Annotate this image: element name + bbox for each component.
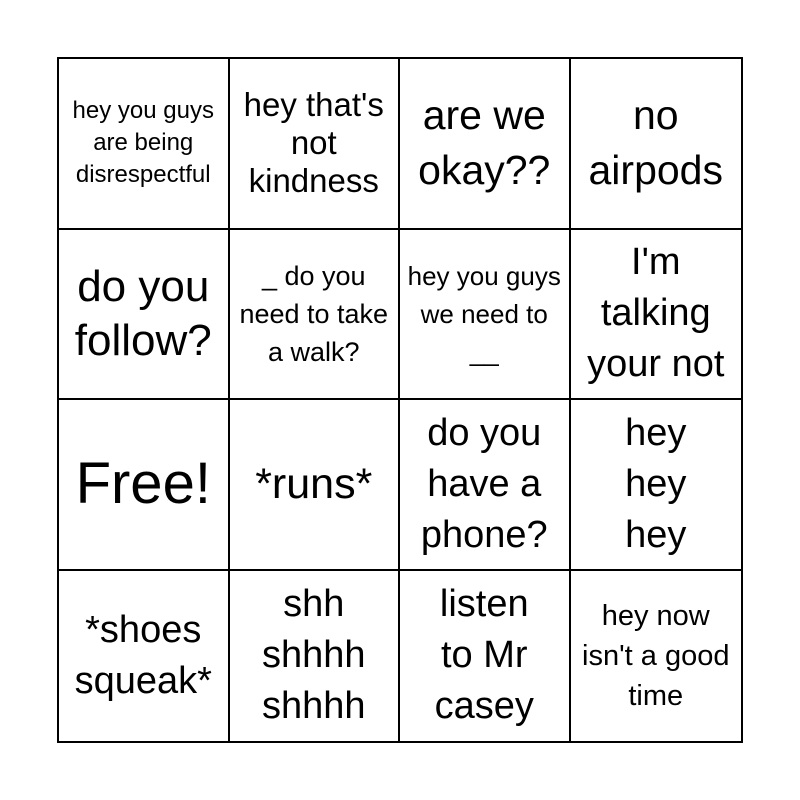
cell-text: listen to Mr casey (434, 583, 534, 728)
cell-text: are we okay?? (418, 92, 551, 194)
cell-text: do you have a phone? (420, 411, 548, 556)
bingo-cell[interactable] (230, 400, 401, 571)
cell-text: do you follow? (74, 261, 212, 365)
bingo-cell[interactable] (571, 571, 742, 742)
bingo-board (57, 57, 743, 743)
bingo-cell[interactable] (59, 230, 230, 401)
cell-text: hey you guys are being disrespectful (72, 97, 214, 189)
cell-text: _ do you need to take a walk? (239, 260, 389, 367)
cell-text: shh shhhh shhhh (261, 583, 366, 728)
bingo-cell[interactable] (400, 59, 571, 230)
bingo-cell[interactable] (230, 230, 401, 401)
bingo-cell[interactable] (571, 400, 742, 571)
bingo-cell[interactable] (571, 230, 742, 401)
cell-text: hey that's not kindness (243, 86, 384, 200)
bingo-cell[interactable] (59, 59, 230, 230)
cell-text: hey hey hey (625, 411, 687, 556)
bingo-cell[interactable] (571, 59, 742, 230)
cell-text: *runs* (255, 459, 373, 508)
free-space-text: Free! (75, 451, 211, 517)
cell-text: I'm talking your not (587, 241, 725, 386)
bingo-cell[interactable] (400, 571, 571, 742)
bingo-cell[interactable] (230, 59, 401, 230)
cell-text: hey you guys we need to __ (407, 260, 561, 367)
cell-text: *shoes squeak* (74, 608, 212, 702)
bingo-cell[interactable] (59, 571, 230, 742)
bingo-cell[interactable] (230, 571, 401, 742)
bingo-cell-free[interactable] (59, 400, 230, 571)
bingo-cell[interactable] (400, 400, 571, 571)
cell-text: no airpods (588, 92, 723, 194)
bingo-cell[interactable] (400, 230, 571, 401)
cell-text: hey now isn't a good time (582, 599, 730, 712)
